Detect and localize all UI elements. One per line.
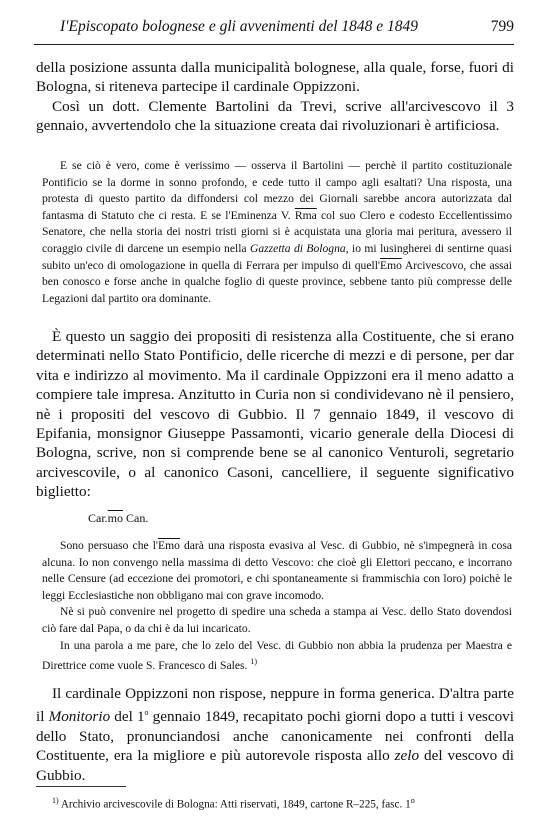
- ordinal-mark: o: [410, 796, 415, 805]
- abbreviation-emo: $\overline{Emo}$: [158, 539, 180, 552]
- paragraph-4: [36, 684, 514, 785]
- paragraph-2-text: Così un dott. Clemente Bartolini da Trevi, scrive all'arcivescovo il 3 gennaio, avvertendolo che la situazione creata dai rivoluzionari è artificiosa.: [36, 98, 514, 135]
- letter-part: Sono persuaso che l': [60, 539, 159, 552]
- addressee-part: Can.: [123, 511, 149, 525]
- abbreviation-emo: $\overline{Emo}$: [380, 258, 402, 272]
- page-number: 799: [490, 18, 514, 35]
- running-title: I'Episcopato bolognese e gli avvenimenti del 1848 e 1849: [60, 18, 419, 35]
- quote-part: Arcivescovo, che assai ben conosco e forse anche in qualche foglio di queste province, sebbene tanto più compresse delle Legazioni dal partito ora dominante.: [42, 258, 513, 305]
- para-part: gennaio 1849, recapitato pochi giorni dopo a tutti i vescovi dello Stato, pronunciandosi anche canonicamente nei confronti della Costituente, era la migliore e più autorevole risposta allo: [36, 708, 514, 765]
- ordinal-mark: o: [144, 708, 149, 718]
- header-rule: [34, 44, 514, 45]
- footnote-rule: [36, 786, 126, 787]
- abbreviation-rma: $\overline{Rma}$: [294, 208, 317, 222]
- quotation-bartolini: [42, 158, 512, 307]
- letter-part: In una parola a me pare, che lo zelo del Vesc. di Gubbio non abbia la prudenza per Maestra e Direttrice come vuole S. Francesco di Sales.: [42, 638, 512, 673]
- paragraph-4-text: [36, 684, 514, 785]
- letter-addressee: [88, 511, 148, 526]
- quote-part: col suo Clero e codesto Eccellentissimo Senatore, che nella storia dei nostri tristi giorni si è acquistata una gloria mai peritura, avessero il coraggio civile di darcene un esempio nella: [42, 208, 512, 255]
- letter-paragraph-2: Nè si può convenire nel progetto di spedire una scheda a stampa ai Vesc. dello Stato dovendosi ciò fare dal Papa, o da chi è da lui incaricato.: [42, 605, 512, 635]
- paragraph-3: [36, 327, 514, 502]
- paragraph-1-text: della posizione assunta dalla municipalità bolognese, alla quale, forse, fuori di Bologna, si riteneva partecipe il cardinale Oppizzoni.: [36, 59, 514, 96]
- addressee-part: Car.: [88, 511, 108, 525]
- para-part: del vescovo di Gubbio.: [36, 747, 514, 784]
- footnote-text: Archivio arcivescovile di Bologna: Atti riservati, 1849, cartone R–225, fasc. 1: [58, 798, 411, 811]
- footnote-reference: 1): [250, 657, 257, 667]
- footnote: [52, 794, 514, 812]
- paragraph-2: [36, 97, 514, 136]
- footnote-marker: 1): [52, 796, 59, 805]
- letter-part: darà una risposta evasiva al Vesc. di Gubbio, nè s'impegnerà in cosa alcuna. Io non convengo nella massima di detto Vescovo: che cioè gli Elettori peccano, e incorrano nelle Censure (ad eccezione dei promotori, e chi spontaneamente si frammischia con loro) poichè le leggi Ecclesiastiche non obbligano mai con grave incomodo.: [42, 539, 512, 602]
- document-title: Monitorio: [48, 708, 111, 726]
- paragraph-1: [36, 58, 514, 97]
- emphasis: zelo: [394, 747, 420, 765]
- newspaper-title: Gazzetta di Bologna: [249, 241, 346, 255]
- letter-body: [42, 538, 512, 675]
- running-header: [60, 18, 514, 36]
- quotation-text: [42, 158, 512, 307]
- quote-part: , io mi lusingherei di sentirne quasi subito un'eco di omologazione in quella di Ferrara per impulso di quell': [42, 241, 512, 272]
- quote-part: E se ciò è vero, come è verissimo — osserva il Bartolini — perchè il partito costituzionale Pontificio se la dorme in sonno profondo, e cede tutto il campo agli esaltati? Una risposta, una protesta di questo partito da diffondersi col mezzo dei Giornali sarebbe ancora autorizzata dal fantasma di Statuto che ci resta. E se l'Eminenza V.: [42, 159, 512, 222]
- abbreviation-mo: $\overline{mo}$: [107, 511, 124, 525]
- paragraph-3-text: È questo un saggio dei propositi di resistenza alla Costituente, che si erano determinati nello Stato Pontificio, delle ricerche di mezzi e di persone, per dar vita e indirizzo al movimento. Ma il cardinale Oppizzoni era il meno adatto a compiere tale impresa. Anzitutto in Curia non si condividevano nè il pensiero, nè i propositi del vescovo di Gubbio. Il 7 gennaio 1849, il vescovo di Epifania, monsignor Giuseppe Passamonti, vicario generale della Diocesi di Bologna, scrive, non si comprende bene se al canonico Venturoli, segretario arcivescovile, o al canonico Casoni, cancelliere, il seguente significativo biglietto:: [36, 328, 514, 501]
- para-part: Il cardinale Oppizzoni non rispose, neppure in forma generica. D'altra parte il: [36, 685, 514, 726]
- letter-paragraph-3: [42, 638, 512, 675]
- para-part: del 1: [110, 708, 145, 726]
- letter-paragraph-1: [42, 538, 512, 604]
